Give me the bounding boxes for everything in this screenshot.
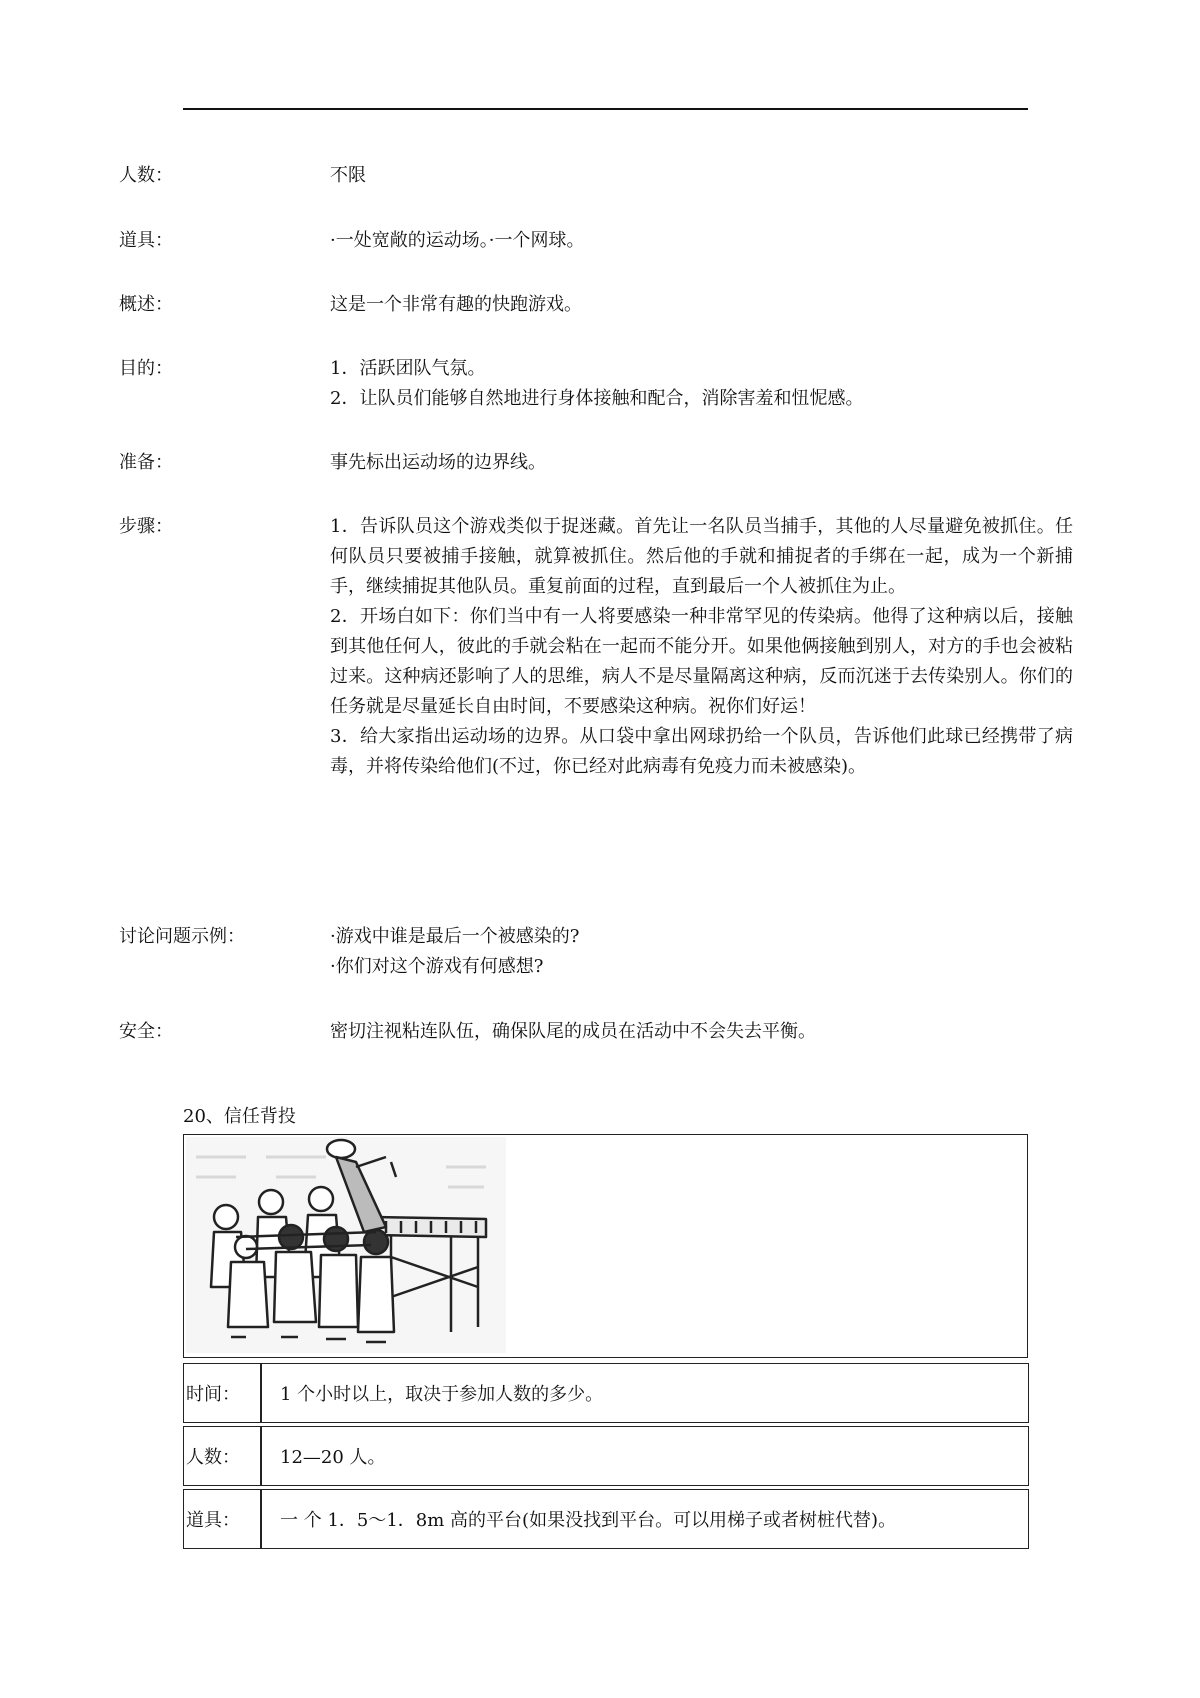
row-line: 事先标出运动场的边界线。 [330, 452, 546, 473]
row-label: 讨论问题示例： [119, 926, 245, 947]
row-line: ·你们对这个游戏有何感想? [330, 956, 544, 977]
row-value [330, 290, 1080, 320]
header-rule [183, 108, 1028, 110]
row-label: 准备： [119, 452, 173, 473]
row-value [330, 922, 1080, 982]
trust-fall-illustration-icon [186, 1137, 506, 1353]
row-value [330, 226, 1080, 256]
row-label: 道具： [119, 230, 173, 251]
table-row [183, 1489, 1029, 1549]
step-paragraph: 3．给大家指出运动场的边界。从口袋中拿出网球扔给一个队员，告诉他们此球已经携带了病毒，并将传染给他们(不过，你已经对此病毒有免疫力而未被感染)。 [330, 726, 1073, 777]
row-line: 密切注视粘连队伍，确保队尾的成员在活动中不会失去平衡。 [330, 1021, 816, 1042]
table-key: 道具： [183, 1489, 261, 1549]
step-paragraph: 2．开场白如下：你们当中有一人将要感染一种非常罕见的传染病。他得了这种病以后，接触到其他任何人，彼此的手就会粘在一起而不能分开。如果他俩接触到别人，对方的手也会被粘过来。这种病还影响了人的思维，病人不是尽量隔离这种病，反而沉迷于去传染别人。你们的任务就是尽量延长自由时间，不要感染这种病。祝你们好运！ [330, 606, 1073, 717]
row-line: 1．活跃团队气氛。 [330, 358, 486, 379]
section-title: 20、信任背投 [183, 1106, 296, 1127]
illustration-box [183, 1134, 1028, 1358]
row-value [330, 161, 1080, 191]
row-label: 步骤： [119, 516, 173, 537]
table-row [183, 1363, 1029, 1423]
info-table [183, 1360, 1029, 1552]
row-value [330, 512, 1073, 782]
table-row [183, 1426, 1029, 1486]
row-value [330, 448, 1080, 478]
step-paragraph: 1．告诉队员这个游戏类似于捉迷藏。首先让一名队员当捕手，其他的人尽量避免被抓住。任何队员只要被捕手接触，就算被抓住。然后他的手就和捕捉者的手绑在一起，成为一个新捕手，继续捕捉其他队员。重复前面的过程，直到最后一个人被抓住为止。 [330, 516, 1073, 597]
row-label: 安全： [119, 1021, 173, 1042]
table-value: 1 个小时以上，取决于参加人数的多少。 [261, 1363, 1029, 1423]
table-key: 人数： [183, 1426, 261, 1486]
row-label: 人数： [119, 165, 173, 186]
row-line: 2．让队员们能够自然地进行身体接触和配合，消除害羞和忸怩感。 [330, 388, 864, 409]
row-line: ·游戏中谁是最后一个被感染的? [330, 926, 580, 947]
row-line: 不限 [330, 165, 366, 186]
row-label: 概述： [119, 294, 173, 315]
row-value [330, 1017, 1080, 1047]
row-line: 这是一个非常有趣的快跑游戏。 [330, 294, 582, 315]
table-key: 时间： [183, 1363, 261, 1423]
row-line: ·一处宽敞的运动场。·一个网球。 [330, 230, 585, 251]
row-label: 目的： [119, 358, 173, 379]
table-value: 12—20 人。 [261, 1426, 1029, 1486]
table-value: 一 个 1．5～1．8m 高的平台(如果没找到平台。可以用梯子或者树桩代替)。 [261, 1489, 1029, 1549]
row-value [330, 354, 1080, 414]
